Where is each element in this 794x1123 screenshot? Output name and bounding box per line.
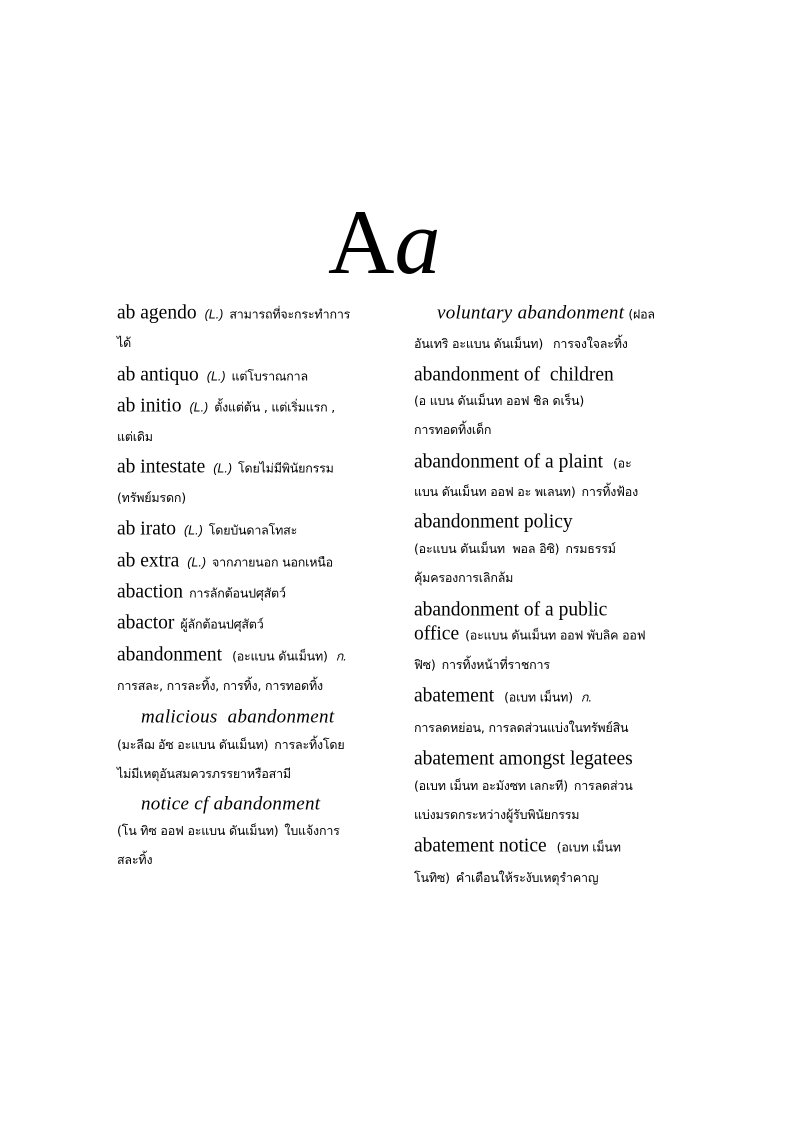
entry-abandonment-cont bbox=[117, 678, 323, 694]
entry-voluntary-abandonment-cont bbox=[414, 336, 628, 352]
headword: ab irato bbox=[117, 518, 177, 540]
headword: abandonment of children bbox=[414, 364, 614, 386]
entry-abactor bbox=[117, 613, 264, 633]
pronunciation: (อ แบน ดันเม็นท ออฟ ชิล ดเร็น) bbox=[414, 393, 585, 408]
entry-abandonment bbox=[117, 645, 347, 665]
entry-abandonment-of-a-public-office-l3 bbox=[414, 657, 550, 673]
entry-abandonment-of-a-public-office-l2 bbox=[414, 624, 645, 644]
headword: abatement bbox=[414, 685, 495, 707]
headword: ab initio bbox=[117, 395, 182, 417]
entry-abatement-notice bbox=[414, 836, 621, 856]
pronunciation: (อเบท เม็นท bbox=[556, 839, 621, 855]
part-of-speech: ก. bbox=[580, 690, 592, 705]
entry-notice-of-abandonment-pron bbox=[117, 823, 340, 839]
entry-ab-intestate bbox=[117, 457, 334, 477]
language-tag: (L.) bbox=[204, 307, 224, 322]
headword: ab antiquo bbox=[117, 364, 199, 386]
entry-voluntary-abandonment bbox=[437, 304, 655, 323]
section-heading-letter bbox=[328, 191, 441, 293]
definition: การทอดทิ้งเด็ก bbox=[414, 422, 492, 437]
pronunciation: (อะ bbox=[612, 455, 632, 471]
entry-malicious-abandonment-pron bbox=[117, 737, 344, 753]
entry-abatement-amongst-legatees-cont bbox=[414, 807, 579, 823]
headword: ab intestate bbox=[117, 456, 206, 478]
headword: abandonment bbox=[117, 644, 223, 666]
definition: แต่โบราณกาล bbox=[231, 368, 308, 384]
entry-abaction bbox=[117, 582, 286, 602]
subentry-headword: notice cf abandonment bbox=[141, 793, 321, 815]
definition: แบ่งมรดกระหว่างผู้รับพินัยกรรม bbox=[414, 807, 580, 822]
entry-abatement-cont bbox=[414, 720, 628, 736]
definition: โดยบันดาลโทสะ bbox=[208, 522, 298, 538]
entry-abatement bbox=[414, 686, 592, 706]
definition: (ทรัพย์มรดก) bbox=[117, 490, 186, 505]
entry-ab-extra bbox=[117, 551, 333, 571]
entry-notice-of-abandonment bbox=[141, 795, 320, 814]
definition: คุ้มครองการเลิกล้ม bbox=[414, 570, 514, 585]
entry-notice-of-abandonment-cont bbox=[117, 852, 152, 868]
pronunciation: โนทิซ) bbox=[414, 870, 450, 885]
entry-ab-antiquo bbox=[117, 365, 308, 385]
headword: abandonment of a plaint bbox=[414, 451, 603, 473]
headword: ab agendo bbox=[117, 302, 197, 324]
entry-abandonment-of-children-def bbox=[414, 422, 491, 438]
entry-abandonment-policy-cont bbox=[414, 570, 513, 586]
headword: abandonment policy bbox=[414, 511, 573, 533]
entry-abandonment-policy-pron bbox=[414, 541, 616, 557]
pronunciation: (โน ทิซ ออฟ อะแบน ดันเม็นท) bbox=[117, 823, 279, 838]
definition: การจงใจละทิ้ง bbox=[553, 336, 628, 351]
definition: จากภายนอก นอกเหนือ bbox=[212, 554, 333, 570]
definition: การละทิ้งโดย bbox=[274, 737, 345, 752]
headword: abaction bbox=[117, 581, 184, 603]
headword: office bbox=[414, 623, 460, 645]
definition: การทิ้งหน้าที่ราชการ bbox=[441, 657, 550, 672]
headword: abandonment of a public bbox=[414, 599, 608, 621]
definition: การลักต้อนปศุสัตว์ bbox=[189, 585, 286, 601]
definition: โดยไม่มีพินัยกรรม bbox=[238, 460, 334, 476]
definition: ตั้งแต่ต้น , แต่เริ่มแรก , bbox=[214, 399, 336, 415]
definition: แต่เดิม bbox=[117, 429, 153, 444]
entry-ab-irato bbox=[117, 519, 297, 539]
entry-abandonment-of-children bbox=[414, 365, 614, 385]
headword: abatement notice bbox=[414, 835, 547, 857]
entry-abatement-amongst-legatees bbox=[414, 749, 633, 769]
entry-abatement-notice-cont bbox=[414, 870, 598, 886]
definition: การทิ้งฟ้อง bbox=[581, 484, 639, 499]
headword: abatement amongst legatees bbox=[414, 748, 633, 770]
definition: ไม่มีเหตุอันสมควรภรรยาหรือสามี bbox=[117, 766, 291, 781]
entry-abandonment-of-children-pron bbox=[414, 393, 584, 409]
entry-ab-initio-cont bbox=[117, 429, 153, 445]
definition: ผู้ลักต้อนปศุสัตว์ bbox=[180, 616, 264, 632]
definition: กรมธรรม์ bbox=[565, 541, 616, 556]
entry-ab-initio bbox=[117, 396, 335, 416]
entry-abandonment-policy bbox=[414, 512, 573, 532]
subentry-headword: malicious abandonment bbox=[141, 706, 335, 728]
entry-abandonment-of-a-plaint bbox=[414, 452, 631, 472]
language-tag: (L.) bbox=[213, 461, 233, 476]
language-tag: (L.) bbox=[187, 555, 207, 570]
entry-abandonment-of-a-public-office bbox=[414, 600, 607, 620]
pronunciation: (อะแบน ดันเม็นท พอล อิซิ) bbox=[414, 541, 560, 556]
definition: ได้ bbox=[117, 335, 132, 350]
heading-lower-a: a bbox=[394, 191, 441, 293]
definition: การสละ, การละทิ้ง, การทิ้ง, การทอดทิ้ง bbox=[117, 678, 323, 693]
entry-malicious-abandonment-cont bbox=[117, 766, 291, 782]
pronunciation: (อะแบน ดันเม็นท ออฟ พับลิค ออฟ bbox=[465, 627, 646, 643]
entry-ab-intestate-cont bbox=[117, 490, 186, 506]
part-of-speech: ก. bbox=[335, 649, 347, 664]
pronunciation: (อเบท เม็นท) bbox=[504, 689, 573, 705]
entry-malicious-abandonment bbox=[141, 708, 334, 727]
headword: abactor bbox=[117, 612, 175, 634]
language-tag: (L.) bbox=[184, 523, 203, 538]
definition: สามารถที่จะกระทำการ bbox=[229, 306, 351, 322]
entry-ab-agendo-cont bbox=[117, 335, 131, 351]
pronunciation: (อเบท เม็นท อะมังซท เลกะที) bbox=[414, 778, 568, 793]
definition: การลดส่วน bbox=[573, 778, 633, 793]
entry-abandonment-of-a-plaint-cont bbox=[414, 484, 638, 500]
pronunciation: ฟิซ) bbox=[414, 657, 436, 672]
language-tag: (L.) bbox=[206, 369, 226, 384]
language-tag: (L.) bbox=[189, 400, 209, 415]
pronunciation: (ฝอล bbox=[628, 306, 655, 322]
subentry-headword: voluntary abandonment bbox=[437, 302, 625, 324]
definition: ใบแจ้งการ bbox=[284, 823, 340, 838]
pronunciation: (มะลีฌ อัซ อะแบน ดันเม็นท) bbox=[117, 737, 269, 752]
pronunciation: อันเทริ อะแบน ดันเม็นท) bbox=[414, 336, 544, 351]
definition: สละทิ้ง bbox=[117, 852, 153, 867]
pronunciation: (อะแบน ดันเม็นท) bbox=[232, 648, 328, 664]
definition: คำเตือนให้ระงับเหตุรำคาญ bbox=[455, 870, 599, 885]
pronunciation: แบน ดันเม็นท ออฟ อะ พเลนท) bbox=[414, 484, 576, 499]
heading-upper-a: A bbox=[328, 191, 395, 293]
definition: การลดหย่อน, การลดส่วนแบ่งในทรัพย์สิน bbox=[414, 720, 629, 735]
headword: ab extra bbox=[117, 550, 180, 572]
entry-abatement-amongst-legatees-pron bbox=[414, 778, 633, 794]
entry-ab-agendo bbox=[117, 303, 350, 323]
